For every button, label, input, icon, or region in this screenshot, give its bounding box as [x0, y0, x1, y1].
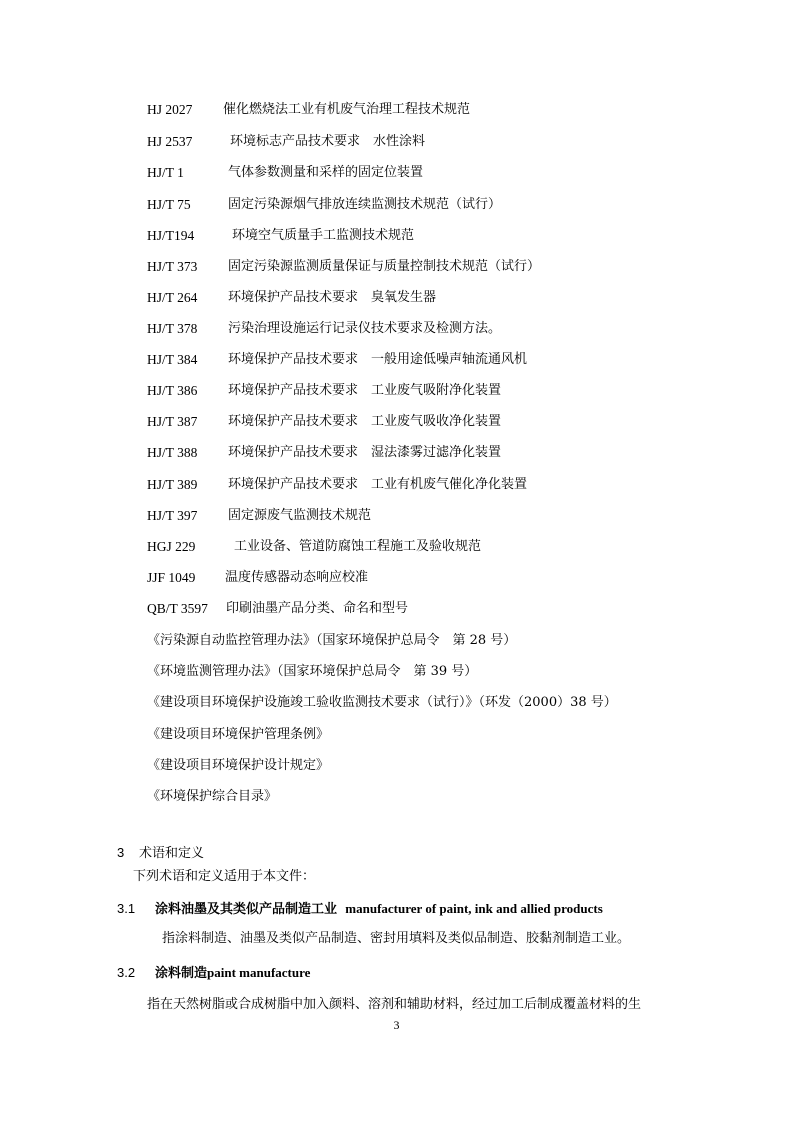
reference-item	[147, 443, 502, 463]
term-definition: 指涂料制造、油墨及类似产品制造、密封用填料及类似品制造、胶黏剂制造工业。	[162, 931, 631, 946]
reference-title: 气体参数测量和采样的固定位装置	[228, 165, 424, 180]
reference-title: 工业设备、管道防腐蚀工程施工及验收规范	[234, 539, 482, 554]
reference-code: HJ/T 264	[147, 290, 198, 305]
reference-code: HJ 2537	[147, 134, 193, 149]
reference-code: HGJ 229	[147, 539, 196, 554]
reference-item	[147, 412, 502, 432]
page-number: 3	[393, 1018, 400, 1032]
reference-code: HJ/T 373	[147, 259, 198, 274]
term-definition: 指在天然树脂或合成树脂中加入颜料、溶剂和辅助材料，经过加工后制成覆盖材料的生	[147, 997, 642, 1012]
reference-item	[147, 319, 502, 339]
reference-item	[147, 475, 528, 495]
reference-item	[147, 568, 369, 588]
regulation-item: 《建设项目环境保护设计规定》	[147, 758, 330, 773]
reference-title: 环境保护产品技术要求 工业有机废气催化净化装置	[228, 477, 528, 492]
reference-title: 污染治理设施运行记录仪技术要求及检测方法。	[228, 321, 502, 336]
reference-code: QB/T 3597	[147, 601, 208, 616]
term-number: 3.1	[117, 901, 136, 916]
reference-code: HJ/T 1	[147, 165, 184, 180]
section-title: 术语和定义	[139, 846, 205, 861]
reference-code: HJ/T194	[147, 228, 195, 243]
reference-item	[147, 350, 528, 370]
term-heading	[117, 963, 310, 983]
reference-code: HJ/T 75	[147, 197, 191, 212]
reference-item	[147, 288, 437, 308]
reference-title: 环境保护产品技术要求 湿法漆雾过滤净化装置	[228, 445, 502, 460]
regulation-item: 《污染源自动监控管理办法》（国家环境保护总局令 第 28 号）	[147, 633, 517, 648]
reference-item	[147, 226, 415, 246]
reference-code: JJF 1049	[147, 570, 196, 585]
reference-item	[147, 537, 482, 557]
reference-item	[147, 506, 372, 526]
reference-title: 固定污染源监测质量保证与质量控制技术规范（试行）	[228, 259, 541, 274]
reference-item	[147, 257, 541, 277]
term-name-en: manufacturer of paint, ink and allied products	[345, 901, 603, 916]
reference-item	[147, 599, 409, 619]
regulation-item: 《建设项目环境保护设施竣工验收监测技术要求（试行）》（环发（2000）38 号）	[147, 695, 617, 710]
regulation-item: 《建设项目环境保护管理条例》	[147, 727, 330, 742]
reference-code: HJ/T 384	[147, 352, 198, 367]
section-heading	[117, 843, 204, 863]
reference-item	[147, 163, 424, 183]
section-intro: 下列术语和定义适用于本文件：	[133, 869, 316, 884]
term-name-en: paint manufacture	[207, 965, 311, 980]
regulation-item: 《环境保护综合目录》	[147, 789, 278, 804]
reference-title: 印刷油墨产品分类、命名和型号	[226, 601, 409, 616]
regulation-item: 《环境监测管理办法》（国家环境保护总局令 第 39 号）	[147, 664, 478, 679]
reference-code: HJ/T 386	[147, 383, 198, 398]
reference-title: 环境空气质量手工监测技术规范	[232, 228, 415, 243]
reference-title: 环境保护产品技术要求 一般用途低噪声轴流通风机	[228, 352, 528, 367]
section-number: 3	[117, 845, 125, 860]
reference-title: 温度传感器动态响应校准	[225, 570, 369, 585]
reference-item	[147, 132, 426, 152]
term-number: 3.2	[117, 965, 136, 980]
reference-code: HJ/T 387	[147, 414, 198, 429]
reference-code: HJ 2027	[147, 102, 193, 117]
reference-title: 环境保护产品技术要求 工业废气吸附净化装置	[228, 383, 502, 398]
reference-code: HJ/T 388	[147, 445, 198, 460]
reference-title: 固定源废气监测技术规范	[228, 508, 372, 523]
reference-title: 环境保护产品技术要求 臭氧发生器	[228, 290, 437, 305]
reference-title: 环境保护产品技术要求 工业废气吸收净化装置	[228, 414, 502, 429]
term-name-zh: 涂料油墨及其类似产品制造工业	[155, 902, 338, 917]
reference-title: 环境标志产品技术要求 水性涂料	[230, 134, 426, 149]
reference-code: HJ/T 389	[147, 477, 198, 492]
term-heading	[117, 899, 603, 919]
reference-title: 固定污染源烟气排放连续监测技术规范（试行）	[228, 197, 502, 212]
reference-code: HJ/T 397	[147, 508, 198, 523]
term-name-zh: 涂料制造	[155, 966, 208, 981]
reference-item	[147, 381, 502, 401]
reference-title: 催化燃烧法工业有机废气治理工程技术规范	[223, 102, 471, 117]
reference-item	[147, 100, 471, 120]
reference-code: HJ/T 378	[147, 321, 198, 336]
reference-item	[147, 195, 502, 215]
